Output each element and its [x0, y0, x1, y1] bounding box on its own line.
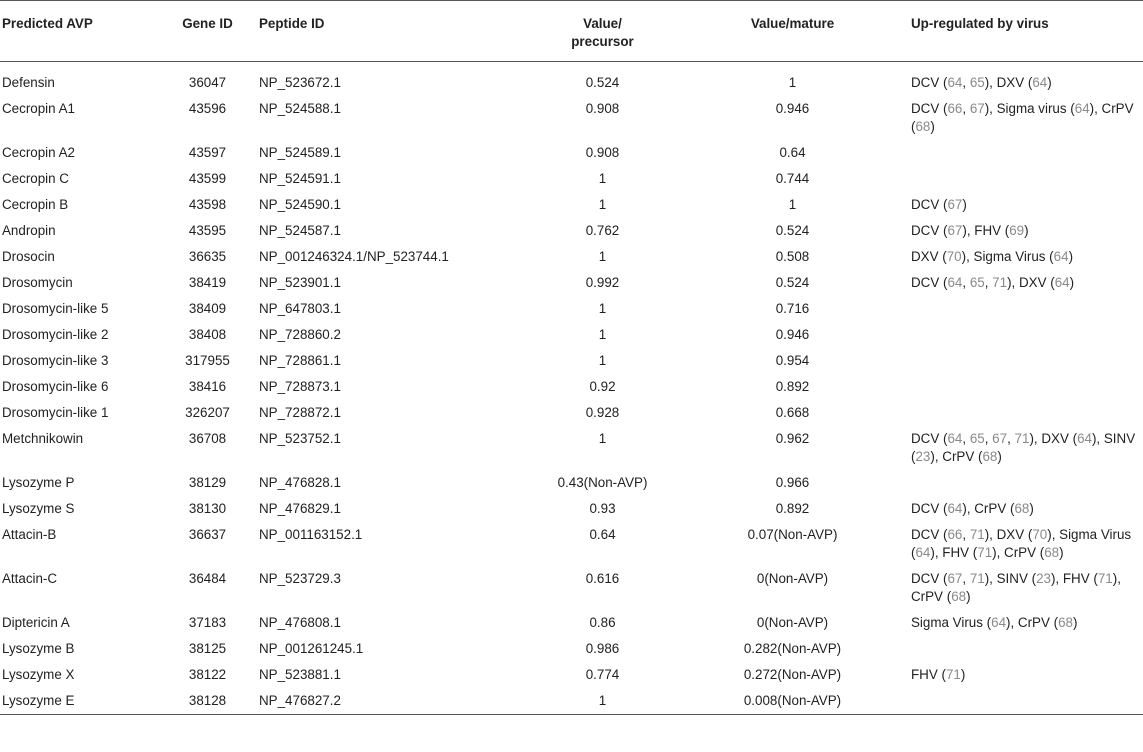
reference-link[interactable]: 71 [992, 275, 1008, 290]
cell-predicted-avp: Cecropin A2 [2, 145, 75, 160]
table-row [0, 62, 1143, 97]
cell-value-precursor: 0.43(Non-AVP) [557, 475, 648, 490]
cell-up-regulated [905, 426, 1143, 470]
cell-up-regulated [905, 296, 1143, 322]
table-row [0, 426, 1143, 470]
cell-value-precursor: 0.86 [589, 615, 616, 630]
cell-value-precursor: 1 [598, 431, 607, 446]
reference-link[interactable]: 64 [1053, 249, 1069, 264]
reference-link[interactable]: 64 [1074, 101, 1090, 116]
cell-gene-id: 38419 [188, 275, 227, 290]
reference-link[interactable]: 68 [1014, 501, 1030, 516]
cell-predicted-avp: Lysozyme B [2, 641, 75, 656]
cell-gene-id: 36047 [188, 75, 227, 90]
cell-up-regulated [905, 140, 1143, 166]
cell-gene-id: 36635 [188, 249, 227, 264]
cell-value-mature: 0.524 [775, 223, 810, 238]
virus-text: ), FHV ( [962, 223, 1010, 238]
reference-link[interactable]: 64 [1077, 431, 1092, 446]
reference-link[interactable]: 67 [992, 431, 1008, 446]
virus-text: ), SINV ( [911, 431, 1136, 464]
virus-text: ), CrPV ( [930, 449, 983, 464]
cell-value-precursor: 0.93 [589, 501, 616, 516]
cell-predicted-avp: Metchnikowin [2, 431, 84, 446]
virus-text: ), CrPV ( [911, 101, 1134, 134]
cell-gene-id: 326207 [185, 405, 230, 420]
virus-text: , [1007, 431, 1015, 446]
virus-text: ) [1024, 223, 1029, 238]
cell-predicted-avp: Lysozyme P [2, 475, 75, 490]
virus-text: ) [930, 119, 935, 134]
cell-value-precursor: 0.928 [585, 405, 620, 420]
virus-text: DCV ( [911, 501, 948, 516]
cell-predicted-avp: Lysozyme S [2, 501, 75, 516]
header-predicted-avp: Predicted AVP [2, 16, 93, 31]
cell-predicted-avp: Andropin [2, 223, 56, 238]
cell-value-mature: 0.07(Non-AVP) [747, 527, 838, 542]
reference-link[interactable]: 71 [969, 571, 985, 586]
virus-text: ), DXV ( [984, 75, 1033, 90]
reference-link[interactable]: 64 [947, 501, 963, 516]
reference-link[interactable]: 67 [947, 571, 963, 586]
cell-gene-id: 38129 [188, 475, 227, 490]
cell-gene-id: 43597 [188, 145, 227, 160]
virus-text: , [984, 275, 993, 290]
cell-value-mature: 0.946 [775, 327, 810, 342]
cell-up-regulated [905, 636, 1143, 662]
reference-link[interactable]: 70 [946, 249, 962, 264]
cell-value-precursor: 0.524 [585, 75, 620, 90]
reference-link[interactable]: 64 [991, 615, 1007, 630]
reference-link[interactable]: 65 [969, 275, 985, 290]
table-row [0, 470, 1143, 496]
cell-value-precursor: 0.992 [585, 275, 620, 290]
cell-value-precursor: 1 [598, 301, 607, 316]
virus-text: FHV ( [911, 667, 946, 682]
header-value-mature: Value/mature [750, 16, 835, 31]
virus-text: ), DXV ( [1029, 431, 1078, 446]
cell-value-precursor: 0.64 [589, 527, 616, 542]
cell-peptide-id: NP_728860.2 [259, 327, 341, 342]
cell-up-regulated [905, 244, 1143, 270]
cell-gene-id: 36484 [188, 571, 227, 586]
virus-text: DCV ( [911, 101, 948, 116]
cell-value-precursor: 1 [598, 197, 607, 212]
virus-text: ), CrPV ( [1006, 615, 1059, 630]
virus-text: ) [962, 197, 967, 212]
reference-link[interactable]: 69 [1009, 223, 1025, 238]
cell-value-precursor: 0.986 [585, 641, 620, 656]
virus-text: ), Sigma Virus ( [961, 249, 1054, 264]
reference-link[interactable]: 64 [1054, 275, 1070, 290]
cell-peptide-id: NP_524590.1 [259, 197, 341, 212]
reference-link[interactable]: 64 [947, 275, 963, 290]
cell-gene-id: 43596 [188, 101, 227, 116]
virus-text: DCV ( [911, 75, 948, 90]
reference-link[interactable]: 64 [915, 545, 931, 560]
cell-peptide-id: NP_476808.1 [259, 615, 341, 630]
cell-value-mature: 0.744 [775, 171, 810, 186]
cell-value-mature: 0.892 [775, 379, 810, 394]
cell-up-regulated [905, 192, 1143, 218]
cell-value-mature: 0.508 [775, 249, 810, 264]
virus-text: DCV ( [911, 571, 948, 586]
cell-value-mature: 0.892 [775, 501, 810, 516]
cell-up-regulated [905, 348, 1143, 374]
reference-link[interactable]: 23 [915, 449, 931, 464]
cell-predicted-avp: Drosomycin-like 1 [2, 405, 109, 420]
cell-predicted-avp: Lysozyme E [2, 693, 75, 708]
cell-gene-id: 38130 [188, 501, 227, 516]
cell-up-regulated [905, 374, 1143, 400]
cell-gene-id: 36708 [188, 431, 227, 446]
cell-peptide-id: NP_524591.1 [259, 171, 341, 186]
reference-link[interactable]: 68 [1044, 545, 1060, 560]
cell-peptide-id: NP_524588.1 [259, 101, 341, 116]
cell-predicted-avp: Drosomycin [2, 275, 73, 290]
cell-gene-id: 43598 [188, 197, 227, 212]
cell-value-mature: 0(Non-AVP) [756, 615, 829, 630]
table-row [0, 688, 1143, 715]
header-up-regulated: Up-regulated by virus [911, 16, 1049, 31]
cell-peptide-id: NP_476827.2 [259, 693, 341, 708]
cell-predicted-avp: Attacin-B [2, 527, 57, 542]
cell-up-regulated [905, 470, 1143, 496]
virus-text: , [962, 527, 970, 542]
table-row [0, 636, 1143, 662]
cell-value-precursor: 1 [598, 249, 607, 264]
cell-gene-id: 317955 [185, 353, 230, 368]
reference-link[interactable]: 68 [982, 449, 998, 464]
cell-peptide-id: NP_523729.3 [259, 571, 341, 586]
reference-link[interactable]: 67 [969, 101, 985, 116]
table-row [0, 662, 1143, 688]
cell-predicted-avp: Drosocin [2, 249, 55, 264]
cell-gene-id: 43595 [188, 223, 227, 238]
virus-text: , [984, 431, 993, 446]
virus-text: DCV ( [911, 527, 948, 542]
cell-value-mature: 1 [788, 197, 797, 212]
table-row [0, 566, 1143, 610]
cell-value-precursor: 1 [598, 327, 607, 342]
cell-gene-id: 38409 [188, 301, 227, 316]
cell-predicted-avp: Drosomycin-like 2 [2, 327, 109, 342]
cell-predicted-avp: Lysozyme X [2, 667, 75, 682]
cell-value-mature: 0.962 [775, 431, 810, 446]
cell-predicted-avp: Cecropin C [2, 171, 69, 186]
cell-up-regulated [905, 566, 1143, 610]
cell-value-precursor: 0.616 [585, 571, 620, 586]
cell-up-regulated [905, 96, 1143, 140]
reference-link[interactable]: 68 [951, 589, 967, 604]
table-row [0, 348, 1143, 374]
virus-text: DCV ( [911, 197, 948, 212]
cell-value-precursor: 1 [598, 693, 607, 708]
cell-predicted-avp: Diptericin A [2, 615, 70, 630]
virus-text: ) [966, 589, 971, 604]
virus-text: ), Sigma virus ( [984, 101, 1075, 116]
virus-text: , [962, 431, 970, 446]
virus-text: , [962, 275, 970, 290]
virus-text: Sigma Virus ( [911, 615, 992, 630]
reference-link[interactable]: 64 [947, 431, 963, 446]
reference-link[interactable]: 71 [1097, 571, 1113, 586]
table-row [0, 140, 1143, 166]
virus-text: ), FHV ( [1050, 571, 1098, 586]
virus-text: ), SINV ( [984, 571, 1037, 586]
cell-predicted-avp: Attacin-C [2, 571, 58, 586]
table-header [0, 1, 1143, 62]
cell-peptide-id: NP_523752.1 [259, 431, 341, 446]
virus-text: ) [1059, 545, 1064, 560]
cell-peptide-id: NP_728873.1 [259, 379, 341, 394]
cell-peptide-id: NP_523881.1 [259, 667, 341, 682]
table-row [0, 218, 1143, 244]
cell-up-regulated [905, 166, 1143, 192]
header-gene-id: Gene ID [182, 16, 233, 31]
cell-value-mature: 0.668 [775, 405, 810, 420]
table-row [0, 374, 1143, 400]
virus-text: ) [997, 449, 1002, 464]
cell-gene-id: 43599 [188, 171, 227, 186]
cell-up-regulated [905, 662, 1143, 688]
header-value-precursor: Value/ precursor [571, 16, 634, 49]
cell-peptide-id: NP_524587.1 [259, 223, 341, 238]
reference-link[interactable]: 71 [1014, 431, 1030, 446]
cell-predicted-avp: Defensin [2, 75, 55, 90]
virus-text: ), FHV ( [930, 545, 978, 560]
cell-value-mature: 0.272(Non-AVP) [743, 667, 842, 682]
cell-gene-id: 38416 [188, 379, 227, 394]
virus-text: ) [1068, 249, 1074, 264]
cell-peptide-id: NP_728872.1 [259, 405, 341, 420]
cell-value-precursor: 0.92 [589, 379, 616, 394]
table-row [0, 192, 1143, 218]
reference-link[interactable]: 67 [947, 223, 963, 238]
virus-text: DCV ( [911, 223, 948, 238]
table-row [0, 296, 1143, 322]
cell-value-mature: 0(Non-AVP) [756, 571, 829, 586]
table-body [0, 62, 1143, 715]
cell-up-regulated [905, 496, 1143, 522]
reference-link[interactable]: 68 [1058, 615, 1074, 630]
cell-peptide-id: NP_523901.1 [259, 275, 341, 290]
virus-text: , [962, 101, 970, 116]
virus-text: DXV ( [911, 249, 947, 264]
header-row [0, 1, 1143, 62]
virus-text: ) [1073, 615, 1078, 630]
table-row [0, 270, 1143, 296]
cell-value-mature: 0.716 [775, 301, 810, 316]
virus-text: DCV ( [911, 275, 948, 290]
cell-peptide-id: NP_647803.1 [259, 301, 341, 316]
cell-predicted-avp: Drosomycin-like 3 [2, 353, 109, 368]
cell-value-precursor: 0.774 [585, 667, 620, 682]
table-row [0, 522, 1143, 566]
cell-peptide-id: NP_476828.1 [259, 475, 341, 490]
virus-text: ), CrPV ( [911, 571, 1121, 604]
header-peptide-id: Peptide ID [259, 16, 325, 31]
cell-up-regulated [905, 610, 1143, 636]
cell-gene-id: 37183 [188, 615, 227, 630]
reference-link[interactable]: 71 [969, 527, 985, 542]
cell-value-mature: 0.64 [779, 145, 806, 160]
cell-peptide-id: NP_001246324.1/NP_523744.1 [259, 249, 449, 264]
reference-link[interactable]: 64 [1032, 75, 1048, 90]
cell-value-precursor: 1 [598, 171, 607, 186]
cell-predicted-avp: Cecropin A1 [2, 101, 75, 116]
cell-peptide-id: NP_524589.1 [259, 145, 341, 160]
virus-text: ), CrPV ( [962, 501, 1015, 516]
reference-link[interactable]: 70 [1032, 527, 1048, 542]
cell-value-precursor: 0.908 [585, 101, 620, 116]
cell-up-regulated [905, 218, 1143, 244]
cell-peptide-id: NP_001163152.1 [259, 527, 363, 542]
table-row [0, 496, 1143, 522]
cell-value-precursor: 1 [598, 353, 607, 368]
virus-text: , [962, 75, 970, 90]
cell-gene-id: 38128 [188, 693, 227, 708]
virus-text: ) [1069, 275, 1075, 290]
cell-predicted-avp: Cecropin B [2, 197, 69, 212]
cell-value-mature: 0.008(Non-AVP) [743, 693, 842, 708]
cell-up-regulated [905, 688, 1143, 715]
virus-text: ), DXV ( [1007, 275, 1055, 290]
virus-text: DCV ( [911, 431, 948, 446]
reference-link[interactable]: 66 [947, 527, 963, 542]
cell-value-mature: 0.946 [775, 101, 810, 116]
virus-text: ) [960, 667, 966, 682]
cell-gene-id: 38125 [188, 641, 227, 656]
table-row [0, 166, 1143, 192]
cell-value-mature: 0.282(Non-AVP) [743, 641, 842, 656]
cell-value-mature: 0.524 [775, 275, 810, 290]
virus-text: ) [1047, 75, 1052, 90]
cell-up-regulated [905, 270, 1143, 296]
table-row [0, 96, 1143, 140]
cell-value-mature: 0.954 [775, 353, 810, 368]
virus-text: ), CrPV ( [992, 545, 1045, 560]
cell-up-regulated [905, 62, 1143, 97]
reference-link[interactable]: 65 [969, 431, 985, 446]
cell-predicted-avp: Drosomycin-like 5 [2, 301, 109, 316]
table-row [0, 610, 1143, 636]
reference-link[interactable]: 71 [945, 667, 961, 682]
cell-value-precursor: 0.762 [585, 223, 620, 238]
cell-predicted-avp: Drosomycin-like 6 [2, 379, 109, 394]
reference-link[interactable]: 64 [947, 75, 963, 90]
table-row [0, 244, 1143, 270]
virus-text: ), DXV ( [984, 527, 1033, 542]
cell-gene-id: 38408 [188, 327, 227, 342]
cell-peptide-id: NP_523672.1 [259, 75, 341, 90]
reference-link[interactable]: 65 [969, 75, 985, 90]
cell-value-mature: 1 [788, 75, 797, 90]
virus-text: , [962, 571, 970, 586]
cell-peptide-id: NP_001261245.1 [259, 641, 364, 656]
cell-peptide-id: NP_728861.1 [259, 353, 341, 368]
reference-link[interactable]: 23 [1036, 571, 1051, 586]
cell-value-mature: 0.966 [775, 475, 810, 490]
reference-link[interactable]: 66 [947, 101, 963, 116]
cell-up-regulated [905, 322, 1143, 348]
cell-up-regulated [905, 522, 1143, 566]
reference-link[interactable]: 68 [915, 119, 931, 134]
table-row [0, 400, 1143, 426]
virus-text: ), Sigma Virus ( [911, 527, 1132, 560]
cell-value-precursor: 0.908 [585, 145, 620, 160]
cell-gene-id: 36637 [188, 527, 227, 542]
reference-link[interactable]: 71 [977, 545, 993, 560]
cell-gene-id: 38122 [188, 667, 227, 682]
cell-peptide-id: NP_476829.1 [259, 501, 341, 516]
table-row [0, 322, 1143, 348]
virus-text: ) [1029, 501, 1034, 516]
cell-up-regulated [905, 400, 1143, 426]
reference-link[interactable]: 67 [947, 197, 963, 212]
